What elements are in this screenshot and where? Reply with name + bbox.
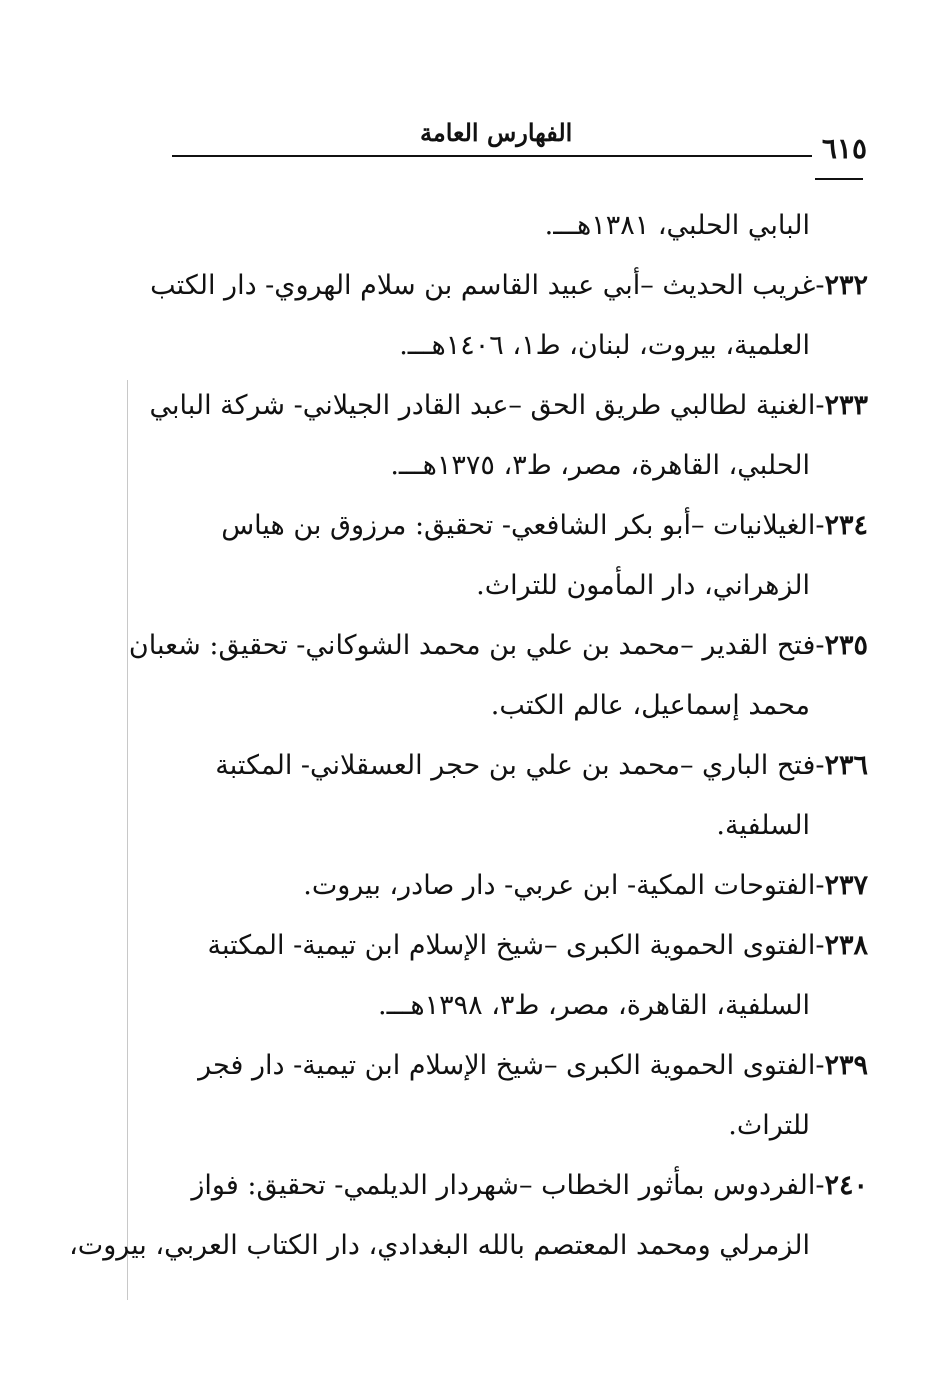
entry-continuation-line bbox=[158, 316, 868, 376]
entry-text: العلمية، بيروت، لبنان، ط١، ١٤٠٦هـــ. bbox=[399, 330, 810, 361]
entry-continuation-line bbox=[158, 976, 868, 1036]
bibliography-entry bbox=[158, 496, 868, 556]
entry-text: -الغنية لطالبي طريق الحق –عبد القادر الجيلاني- شركة البابي bbox=[149, 390, 825, 421]
entry-text: السلفية. bbox=[716, 810, 810, 841]
page-number: ٦١٥ bbox=[821, 132, 867, 165]
entry-number: ٢٣٥ bbox=[824, 630, 868, 661]
entry-number: ٢٣٢ bbox=[824, 270, 868, 301]
running-title: الفهارس العامة bbox=[420, 118, 573, 147]
bibliography-entry bbox=[128, 616, 868, 676]
scan-margin-line bbox=[127, 380, 128, 1300]
entry-text: الزهراني، دار المأمون للتراث. bbox=[476, 570, 810, 601]
entry-text: -الغيلانيات –أبو بكر الشافعي- تحقيق: مرزوق بن هياس bbox=[221, 510, 825, 541]
entry-text: البابي الحلبي، ١٣٨١هـــ. bbox=[544, 210, 810, 241]
entry-continuation-line bbox=[158, 556, 868, 616]
bibliography-entry bbox=[158, 736, 868, 796]
bibliography-entry bbox=[158, 856, 868, 916]
bibliography-list bbox=[69, 196, 868, 1276]
entry-text: -الفتوحات المكية- ابن عربي- دار صادر، بيروت. bbox=[303, 870, 825, 901]
entry-text: للتراث. bbox=[728, 1110, 810, 1141]
entry-text: الحلبي، القاهرة، مصر، ط٣، ١٣٧٥هـــ. bbox=[390, 450, 810, 481]
entry-text: محمد إسماعيل، عالم الكتب. bbox=[490, 690, 810, 721]
entry-number: ٢٤٠ bbox=[824, 1170, 868, 1201]
entry-continuation-line bbox=[158, 676, 868, 736]
entry-text: -غريب الحديث –أبي عبيد القاسم بن سلام الهروي- دار الكتب bbox=[150, 270, 825, 301]
entry-continuation-line bbox=[158, 436, 868, 496]
entry-text: السلفية، القاهرة، مصر، ط٣، ١٣٩٨هـــ. bbox=[378, 990, 810, 1021]
bibliography-entry bbox=[158, 916, 868, 976]
entry-continuation-line bbox=[158, 196, 868, 256]
entry-number: ٢٣٦ bbox=[824, 750, 868, 781]
entry-continuation-line bbox=[69, 1216, 868, 1276]
entry-number: ٢٣٤ bbox=[824, 510, 868, 541]
page-number-underline bbox=[815, 178, 863, 180]
entry-continuation-line bbox=[158, 1096, 868, 1156]
entry-text: -الفتوى الحموية الكبرى –شيخ الإسلام ابن تيمية- المكتبة bbox=[207, 930, 825, 961]
entry-number: ٢٣٩ bbox=[824, 1050, 868, 1081]
entry-text: -فتح الباري –محمد بن علي بن حجر العسقلاني- المكتبة bbox=[215, 750, 825, 781]
bibliography-entry bbox=[158, 1156, 868, 1216]
entry-number: ٢٣٨ bbox=[824, 930, 868, 961]
entry-number: ٢٣٧ bbox=[824, 870, 868, 901]
bibliography-entry bbox=[150, 256, 868, 316]
entry-text: -الفتوى الحموية الكبرى –شيخ الإسلام ابن تيمية- دار فجر bbox=[198, 1050, 825, 1081]
entry-continuation-line bbox=[158, 796, 868, 856]
entry-text: الزمرلي ومحمد المعتصم بالله البغدادي، دار الكتاب العربي، بيروت، bbox=[69, 1230, 810, 1261]
bibliography-entry bbox=[158, 1036, 868, 1096]
bibliography-entry bbox=[149, 376, 868, 436]
header-rule bbox=[172, 155, 812, 157]
entry-text: -الفردوس بمأثور الخطاب –شهردار الديلمي- تحقيق: فواز bbox=[191, 1170, 825, 1201]
entry-number: ٢٣٣ bbox=[824, 390, 868, 421]
entry-text: -فتح القدير –محمد بن علي بن محمد الشوكاني- تحقيق: شعبان bbox=[128, 630, 825, 661]
